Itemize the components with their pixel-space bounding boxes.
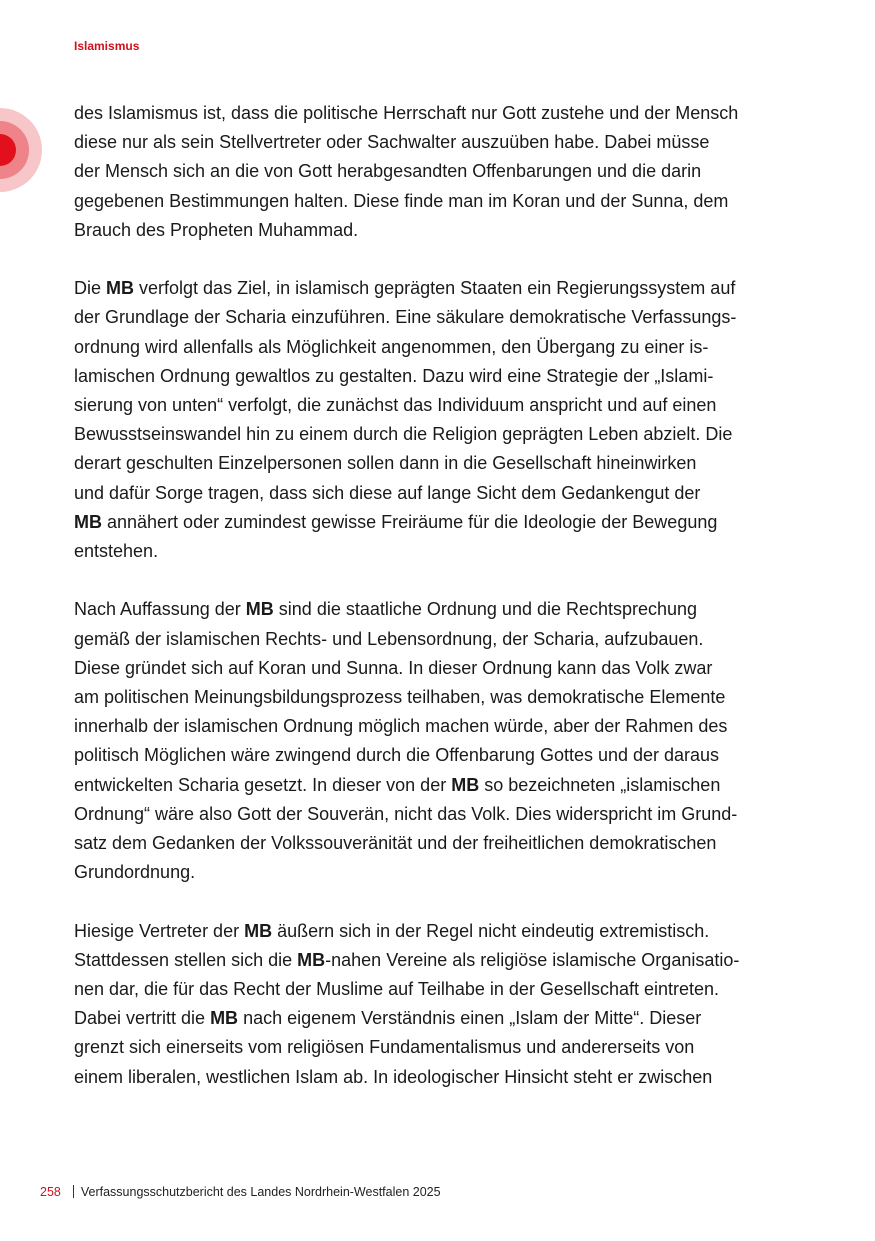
abbreviation-mb: MB xyxy=(244,920,273,941)
abbreviation-mb: MB xyxy=(245,599,274,620)
text-line: nen dar, die für das Recht der Muslime auf Teilhabe in der Gesellschaft eintreten. xyxy=(74,979,720,1000)
text-line: innerhalb der islamischen Ordnung möglich machen würde, aber der Rahmen des xyxy=(74,716,728,737)
text-line: sierung von unten“ verfolgt, die zunächst das Individuum anspricht und auf einen xyxy=(74,395,717,416)
text-line: ordnung wird allenfalls als Möglichkeit angenommen, den Übergang zu einer is- xyxy=(74,336,709,357)
text-line: Bewusstseinswandel hin zu einem durch die Religion geprägten Leben abzielt. Die xyxy=(74,424,733,445)
text-run: Dabei vertritt die xyxy=(74,1008,211,1029)
text-line: einem liberalen, westlichen Islam ab. In ideologischer Hinsicht steht er zwischen xyxy=(74,1066,713,1087)
text-run: Nach Auffassung der xyxy=(74,599,246,620)
text-line: politisch Möglichen wäre zwingend durch die Offenbarung Gottes und der daraus xyxy=(74,745,720,766)
text-line xyxy=(74,1004,814,1033)
footer-divider xyxy=(73,1185,74,1198)
paragraph-3 xyxy=(74,595,814,887)
text-run: sind die staatliche Ordnung und die Rechtsprechung xyxy=(273,599,698,620)
text-line xyxy=(74,917,814,946)
text-line: der Grundlage der Scharia einzuführen. Eine säkulare demokratische Verfassungs- xyxy=(74,307,737,328)
text-line: lamischen Ordnung gewaltlos zu gestalten. Dazu wird eine Strategie der „Islami- xyxy=(74,365,714,386)
text-run: so bezeichneten „islamischen xyxy=(479,774,721,795)
text-line: satz dem Gedanken der Volkssouveränität und der freiheitlichen demokratischen xyxy=(74,833,717,854)
abbreviation-mb: MB xyxy=(106,278,135,299)
abbreviation-mb: MB xyxy=(451,774,480,795)
text-run: äußern sich in der Regel nicht eindeutig extremistisch. xyxy=(272,920,710,941)
text-line xyxy=(74,274,814,303)
section-marker-icon xyxy=(0,108,42,192)
paragraph-1 xyxy=(74,99,814,245)
text-line xyxy=(74,771,814,800)
text-run: Die xyxy=(74,278,107,299)
section-label: Islamismus xyxy=(74,39,140,53)
text-run: nach eigenem Verständnis einen „Islam der Mitte“. Dieser xyxy=(238,1008,702,1029)
text-line: Ordnung“ wäre also Gott der Souverän, nicht das Volk. Dies widerspricht im Grund- xyxy=(74,803,738,824)
text-line: Grundordnung. xyxy=(74,862,196,883)
paragraph-2 xyxy=(74,274,814,566)
abbreviation-mb: MB xyxy=(74,511,102,532)
page-number: 258 xyxy=(40,1185,61,1199)
text-line: gemäß der islamischen Rechts- und Lebensordnung, der Scharia, aufzubauen. xyxy=(74,628,704,649)
text-line: am politischen Meinungsbildungsprozess teilhaben, was demokratische Elemente xyxy=(74,687,726,708)
text-line: der Mensch sich an die von Gott herabgesandten Offenbarungen und die darin xyxy=(74,161,702,182)
text-line: grenzt sich einerseits vom religiösen Fundamentalismus und andererseits von xyxy=(74,1037,695,1058)
page-footer xyxy=(40,1185,441,1199)
text-line xyxy=(74,946,814,975)
text-line: diese nur als sein Stellvertreter oder Sachwalter auszuüben habe. Dabei müsse xyxy=(74,132,710,153)
text-run: annähert oder zumindest gewisse Freiräume für die Ideologie der Bewegung xyxy=(102,511,718,532)
abbreviation-mb: MB xyxy=(210,1008,239,1029)
text-run: verfolgt das Ziel, in islamisch geprägten Staaten ein Regierungssystem auf xyxy=(134,278,736,299)
text-line: Diese gründet sich auf Koran und Sunna. In dieser Ordnung kann das Volk zwar xyxy=(74,657,713,678)
text-run: entwickelten Scharia gesetzt. In dieser von der xyxy=(74,774,452,795)
text-line: entstehen. xyxy=(74,541,159,562)
text-line xyxy=(74,508,814,537)
text-line: des Islamismus ist, dass die politische Herrschaft nur Gott zustehe und der Mensch xyxy=(74,103,739,123)
text-line: und dafür Sorge tragen, dass sich diese auf lange Sicht dem Gedankengut der xyxy=(74,482,701,503)
text-line: derart geschulten Einzelpersonen sollen dann in die Gesellschaft hineinwirken xyxy=(74,453,697,474)
body-text xyxy=(74,99,814,1121)
publication-title: Verfassungsschutzbericht des Landes Nordrhein-Westfalen 2025 xyxy=(80,1185,441,1199)
text-line: Brauch des Propheten Muhammad. xyxy=(74,219,359,240)
paragraph-4 xyxy=(74,917,814,1092)
text-run: -nahen Vereine als religiöse islamische Organisatio- xyxy=(325,949,740,970)
text-run: Hiesige Vertreter der xyxy=(74,920,245,941)
text-line xyxy=(74,595,814,624)
abbreviation-mb: MB xyxy=(297,949,326,970)
text-line: gegebenen Bestimmungen halten. Diese finde man im Koran und der Sunna, dem xyxy=(74,190,729,211)
text-run: Stattdessen stellen sich die xyxy=(74,949,298,970)
